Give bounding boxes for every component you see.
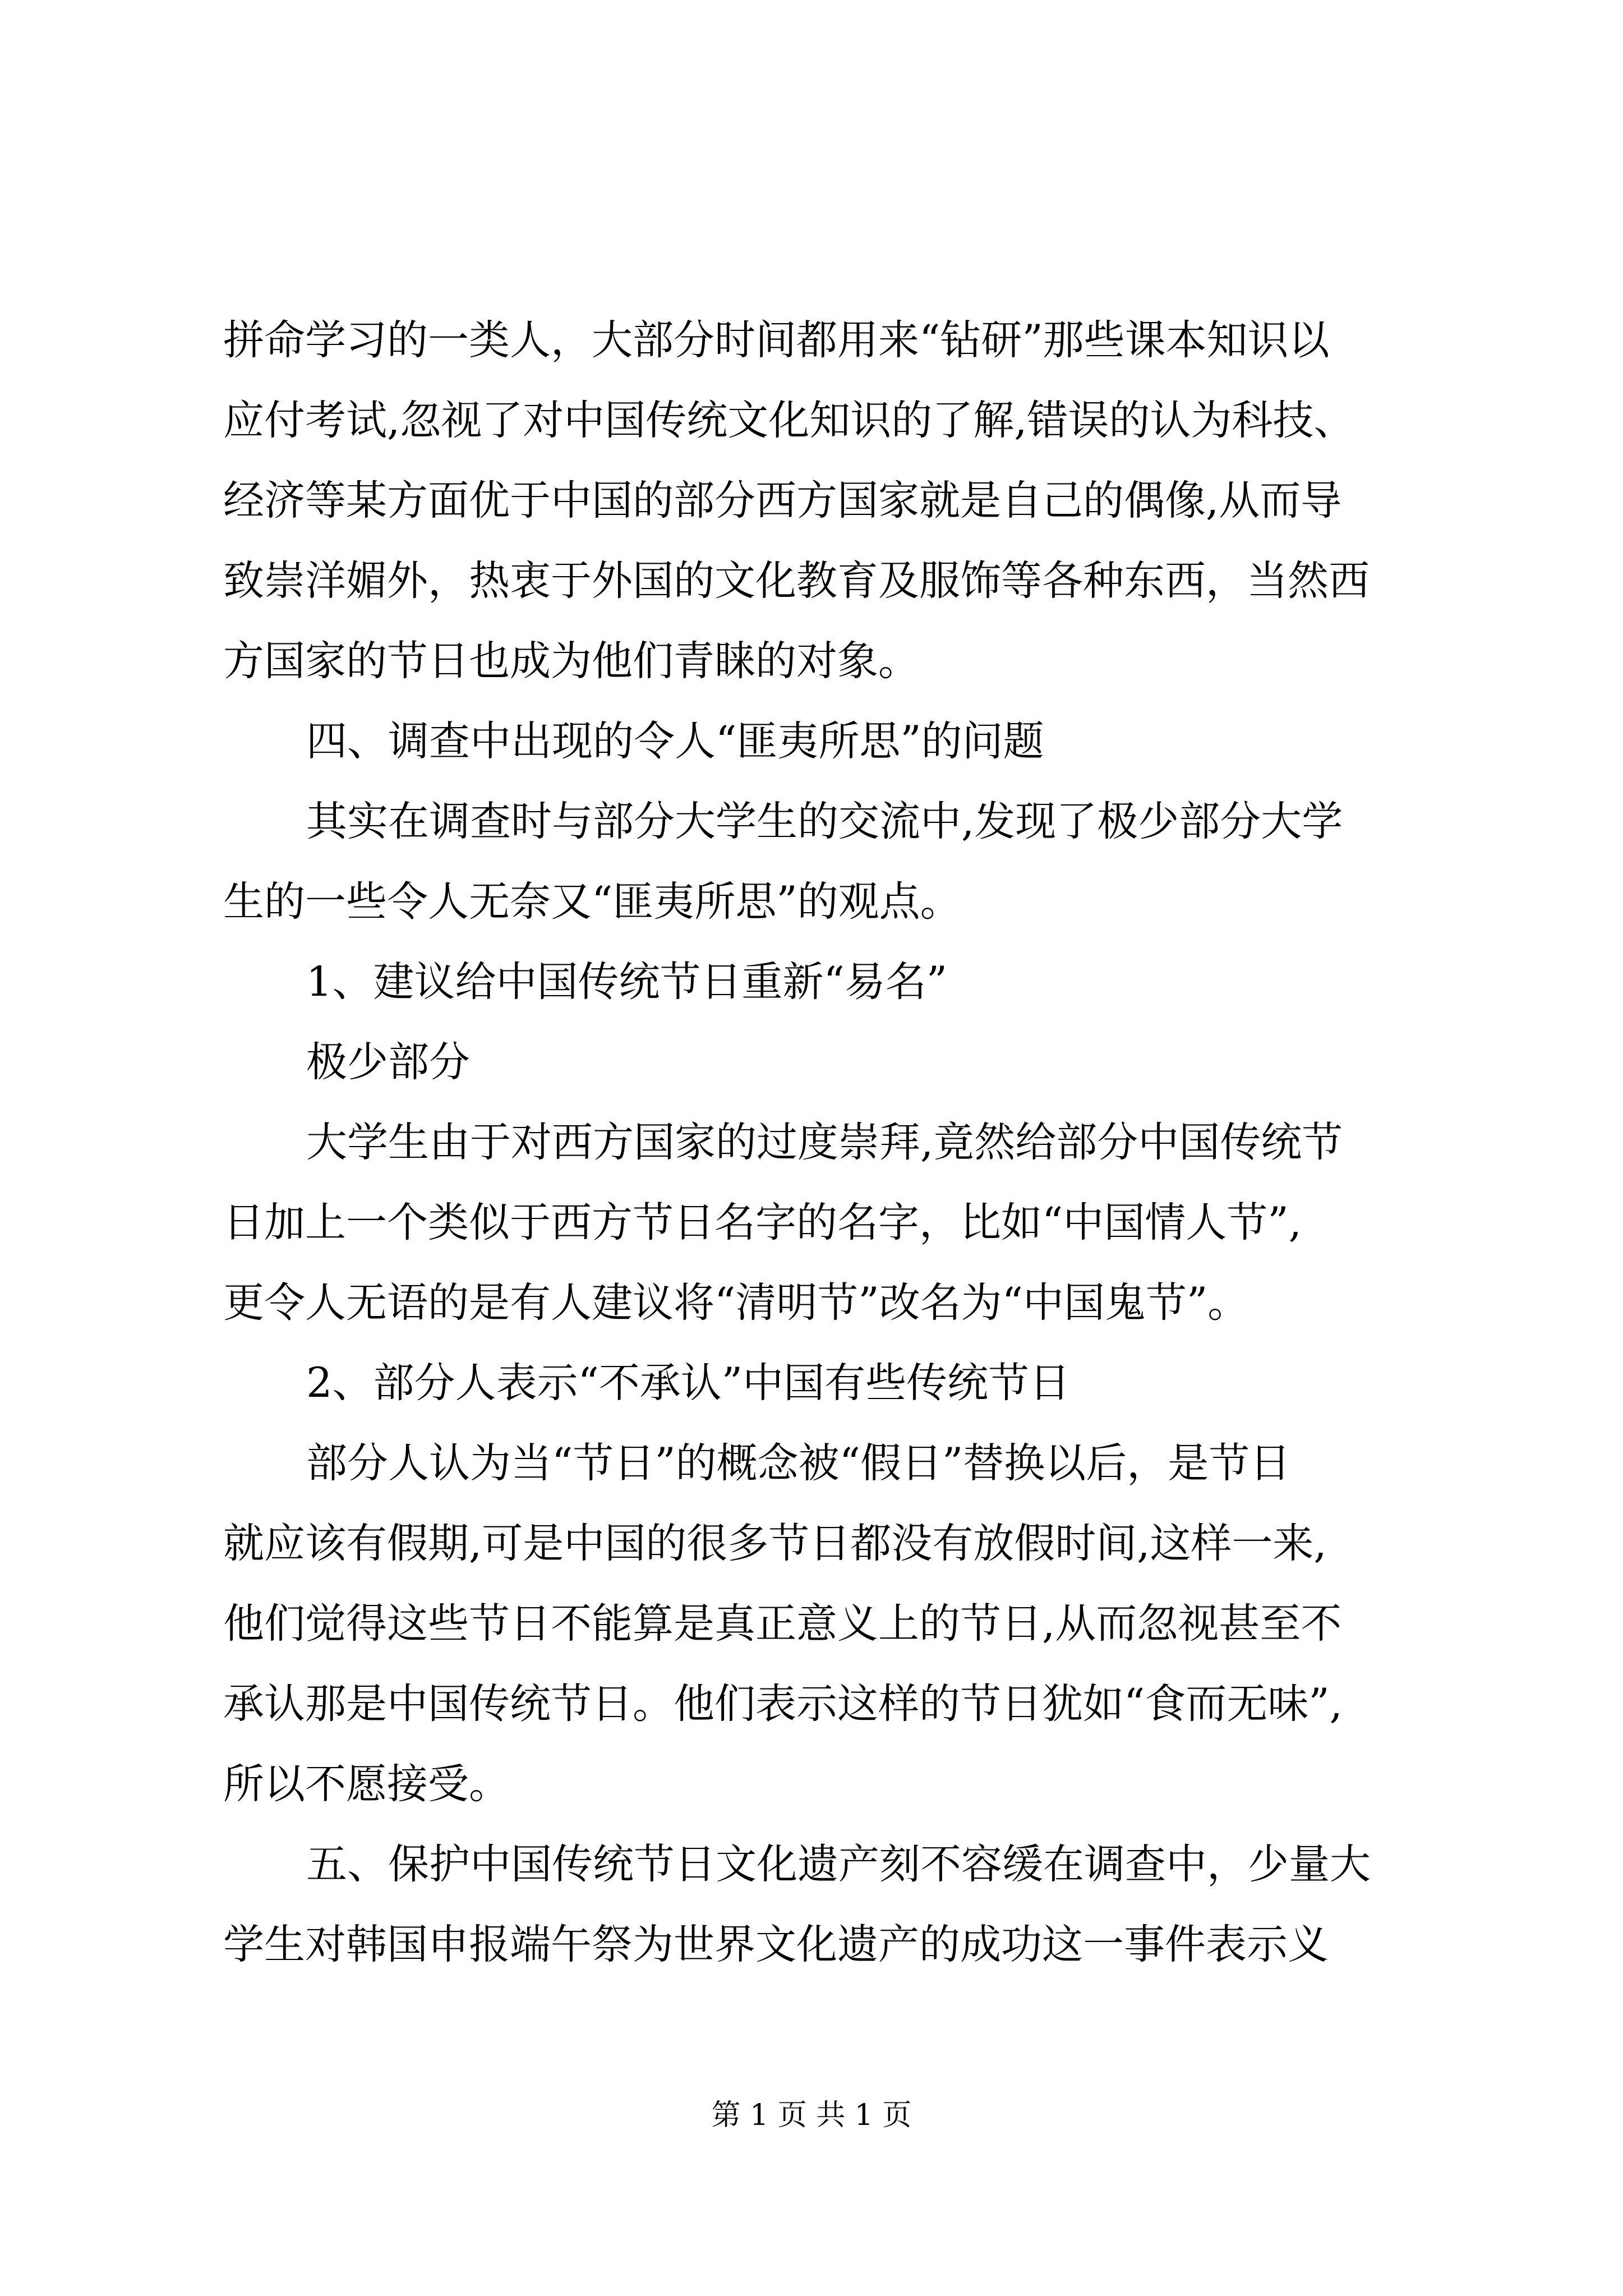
text-line: 极少部分 xyxy=(306,1038,470,1086)
text-line: 日加上一个类似于西方节日名字的名字，比如“中国情人节”, xyxy=(223,1199,1302,1246)
text-line: 承认那是中国传统节日。他们表示这样的节日犹如“食而无味”, xyxy=(223,1680,1343,1728)
text-line: 就应该有假期,可是中国的很多节日都没有放假时间,这样一来, xyxy=(223,1520,1327,1567)
page-footer: 第 1 页 共 1 页 xyxy=(711,2099,912,2132)
section-heading: 四、调查中出现的令人“匪夷所思”的问题 xyxy=(306,717,1044,765)
text-line: 他们觉得这些节日不能算是真正意义上的节日,从而忽视甚至不 xyxy=(223,1600,1342,1648)
body-text xyxy=(223,300,1423,1985)
subsection-heading: 1、建议给中国传统节日重新“易名” xyxy=(306,958,948,1006)
section-heading: 五、保护中国传统节日文化遗产刻不容缓在调查中，少量大 xyxy=(306,1841,1371,1888)
text-line: 应付考试,忽视了对中国传统文化知识的了解,错误的认为科技、 xyxy=(223,397,1355,444)
text-line: 致崇洋媚外，热衷于外国的文化教育及服饰等各种东西，当然西 xyxy=(223,557,1370,605)
text-line: 学生对韩国申报端午祭为世界文化遗产的成功这一事件表示义 xyxy=(223,1921,1329,1968)
text-line: 生的一些令人无奈又“匪夷所思”的观点。 xyxy=(223,878,961,926)
text-line: 方国家的节日也成为他们青睐的对象。 xyxy=(223,637,919,685)
text-line: 大学生由于对西方国家的过度崇拜,竟然给部分中国传统节 xyxy=(306,1119,1343,1166)
text-line: 经济等某方面优于中国的部分西方国家就是自己的偶像,从而导 xyxy=(223,477,1342,524)
subsection-heading: 2、部分人表示“不承认”中国有些传统节日 xyxy=(306,1359,1071,1407)
text-line: 拼命学习的一类人，大部分时间都用来“钻研”那些课本知识以 xyxy=(223,316,1330,364)
text-line: 更令人无语的是有人建议将“清明节”改名为“中国鬼节”。 xyxy=(223,1279,1249,1327)
text-line: 部分人认为当“节日”的概念被“假日”替换以后，是节日 xyxy=(306,1439,1291,1487)
text-line: 其实在调查时与部分大学生的交流中,发现了极少部分大学 xyxy=(306,798,1343,845)
text-line: 所以不愿接受。 xyxy=(223,1760,510,1808)
